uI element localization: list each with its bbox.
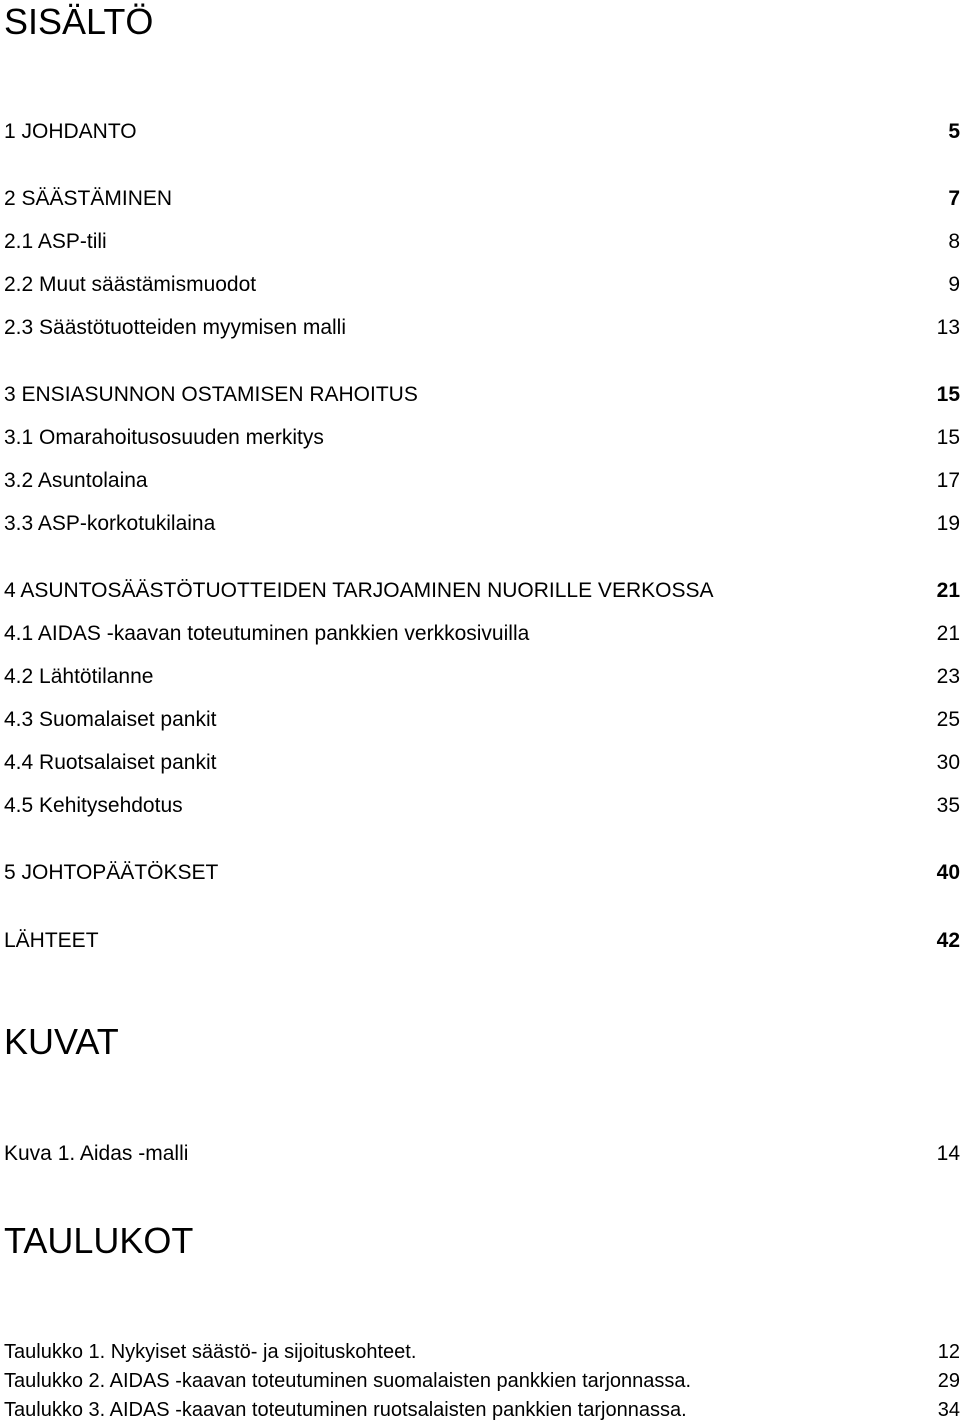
toc-entry[interactable] xyxy=(4,425,960,451)
toc-entry-label: LÄHTEET xyxy=(4,929,99,952)
toc-entry-label: 4.3 Suomalaiset pankit xyxy=(4,708,217,731)
table-entry-page: 34 xyxy=(937,1399,960,1421)
toc-entry-label: 4.4 Ruotsalaiset pankit xyxy=(4,751,217,774)
toc-entry[interactable] xyxy=(4,860,960,886)
toc-entry-label: 5 JOHTOPÄÄTÖKSET xyxy=(4,861,219,884)
figure-entry[interactable] xyxy=(4,1141,960,1167)
toc-entry[interactable] xyxy=(4,315,960,341)
toc-entry-page: 7 xyxy=(948,187,960,210)
toc-entry-page: 5 xyxy=(948,120,960,143)
toc-entry-page: 9 xyxy=(948,273,960,296)
toc-entry-label: 1 JOHDANTO xyxy=(4,120,137,143)
toc-entry-page: 35 xyxy=(936,794,960,817)
toc-entry[interactable] xyxy=(4,664,960,690)
table-entry-label: Taulukko 1. Nykyiset säästö- ja sijoituskohteet. xyxy=(4,1341,417,1363)
toc-entry[interactable] xyxy=(4,578,960,604)
toc-entry-label: 3.1 Omarahoitusosuuden merkitys xyxy=(4,426,324,449)
figure-entry-page: 14 xyxy=(936,1142,960,1165)
toc-entry[interactable] xyxy=(4,186,960,212)
table-entry[interactable] xyxy=(4,1369,960,1393)
toc-entry-page: 15 xyxy=(936,426,960,449)
toc-entry-page: 21 xyxy=(936,622,960,645)
toc-entry[interactable] xyxy=(4,511,960,537)
toc-entry[interactable] xyxy=(4,468,960,494)
toc-entry-label: 4 ASUNTOSÄÄSTÖTUOTTEIDEN TARJOAMINEN NUORILLE VERKOSSA xyxy=(4,579,714,602)
tables-title: TAULUKOT xyxy=(4,1220,194,1261)
table-entry-label: Taulukko 3. AIDAS -kaavan toteutuminen ruotsalaisten pankkien tarjonnassa. xyxy=(4,1399,687,1421)
figures-title: KUVAT xyxy=(4,1021,119,1062)
toc-entry-label: 3.2 Asuntolaina xyxy=(4,469,148,492)
toc-entry-label: 3 ENSIASUNNON OSTAMISEN RAHOITUS xyxy=(4,383,418,406)
table-entry-page: 29 xyxy=(937,1370,960,1392)
toc-entry-page: 30 xyxy=(936,751,960,774)
table-entry[interactable] xyxy=(4,1340,960,1364)
toc-entry-label: 2 SÄÄSTÄMINEN xyxy=(4,187,173,210)
toc-entry-page: 40 xyxy=(936,861,960,884)
table-entry-page: 12 xyxy=(937,1341,960,1363)
toc-entry-page: 23 xyxy=(936,665,960,688)
toc-entry[interactable] xyxy=(4,621,960,647)
toc-entry-page: 19 xyxy=(936,512,960,535)
toc-entry-label: 2.2 Muut säästämismuodot xyxy=(4,273,257,296)
toc-entry-page: 42 xyxy=(936,929,960,952)
toc-entry[interactable] xyxy=(4,382,960,408)
toc-entry-label: 2.3 Säästötuotteiden myymisen malli xyxy=(4,316,346,339)
toc-entry[interactable] xyxy=(4,928,960,954)
toc-entry[interactable] xyxy=(4,793,960,819)
toc-entry[interactable] xyxy=(4,119,960,145)
toc-entry[interactable] xyxy=(4,750,960,776)
toc-entry-page: 25 xyxy=(936,708,960,731)
toc-entry-page: 13 xyxy=(936,316,960,339)
toc-entry-page: 21 xyxy=(936,579,960,602)
toc-entry-label: 2.1 ASP-tili xyxy=(4,230,107,253)
toc-entry-page: 8 xyxy=(948,230,960,253)
table-entry[interactable] xyxy=(4,1398,960,1422)
toc-entry-label: 3.3 ASP-korkotukilaina xyxy=(4,512,216,535)
toc-entry[interactable] xyxy=(4,272,960,298)
toc-entry[interactable] xyxy=(4,707,960,733)
toc-entry-label: 4.5 Kehitysehdotus xyxy=(4,794,183,817)
toc-entry[interactable] xyxy=(4,229,960,255)
toc-title: SISÄLTÖ xyxy=(4,1,154,42)
toc-entry-label: 4.2 Lähtötilanne xyxy=(4,665,154,688)
figure-entry-label: Kuva 1. Aidas -malli xyxy=(4,1142,189,1165)
toc-entry-page: 17 xyxy=(936,469,960,492)
toc-entry-page: 15 xyxy=(936,383,960,406)
table-entry-label: Taulukko 2. AIDAS -kaavan toteutuminen suomalaisten pankkien tarjonnassa. xyxy=(4,1370,692,1392)
toc-entry-label: 4.1 AIDAS -kaavan toteutuminen pankkien verkkosivuilla xyxy=(4,622,530,645)
